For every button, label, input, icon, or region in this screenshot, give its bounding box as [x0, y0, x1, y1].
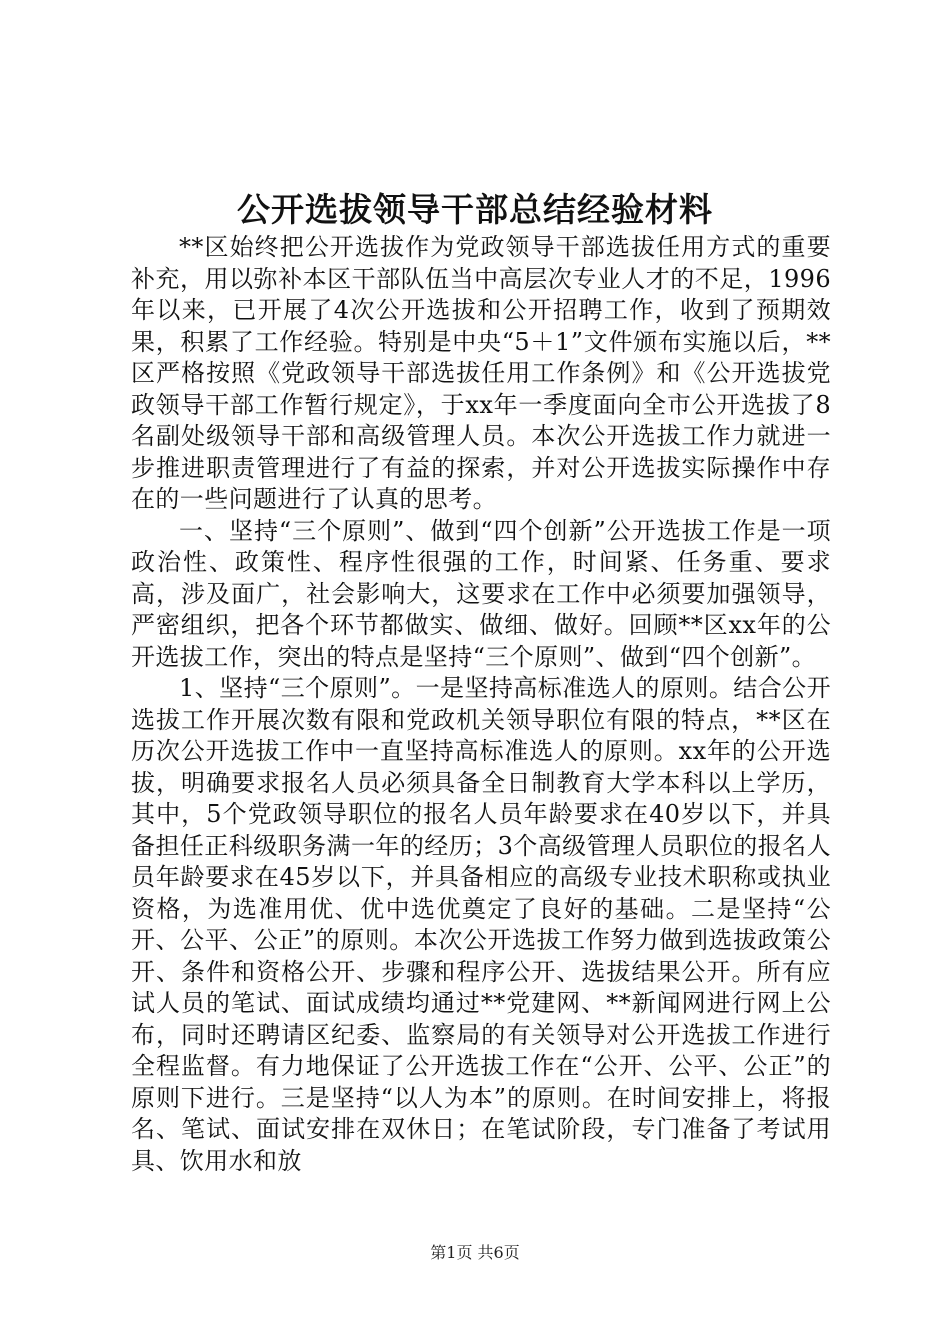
document-body [131, 232, 831, 1177]
page-number-footer: 第1页 共6页 [430, 1243, 520, 1262]
paragraph-section-one: 一、坚持“三个原则”、做到“四个创新”公开选拔工作是一项政治性、政策性、程序性很强的工作，时间紧、任务重、要求高，涉及面广，社会影响大，这要求在工作中必须要加强领导，严密组织，把各个环节都做实、做细、做好。回顾**区xx年的公开选拔工作，突出的特点是坚持“三个原则”、做到“四个创新”。 [131, 516, 831, 671]
paragraph-intro: **区始终把公开选拔作为党政领导干部选拔任用方式的重要补充，用以弥补本区干部队伍当中高层次专业人才的不足，1996年以来，已开展了4次公开选拔和公开招聘工作，收到了预期效果，积累了工作经验。特别是中央“5＋1”文件颁布实施以后，**区严格按照《党政领导干部选拔任用工作条例》和《公开选拔党政领导干部工作暂行规定》，于xx年一季度面向全市公开选拔了8名副处级领导干部和高级管理人员。本次公开选拔工作力就进一步推进职责管理进行了有益的探索，并对公开选拔实际操作中存在的一些问题进行了认真的思考。 [131, 233, 831, 513]
document-title: 公开选拔领导干部总结经验材料 [237, 190, 713, 229]
paragraph-three-principles: 1、坚持“三个原则”。一是坚持高标准选人的原则。结合公开选拔工作开展次数有限和党政机关领导职位有限的特点，**区在历次公开选拔工作中一直坚持高标准选人的原则。xx年的公开选拔，明确要求报名人员必须具备全日制教育大学本科以上学历，其中，5个党政领导职位的报名人员年龄要求在40岁以下，并具备担任正科级职务满一年的经历；3个高级管理人员职位的报名人员年龄要求在45岁以下，并具备相应的高级专业技术职称或执业资格，为选准用优、优中选优奠定了良好的基础。二是坚持“公开、公平、公正”的原则。本次公开选拔工作努力做到选拔政策公开、条件和资格公开、步骤和程序公开、选拔结果公开。所有应试人员的笔试、面试成绩均通过**党建网、**新闻网进行网上公布，同时还聘请区纪委、监察局的有关领导对公开选拔工作进行全程监督。有力地保证了公开选拔工作在“公开、公平、公正”的原则下进行。三是坚持“以人为本”的原则。在时间安排上，将报名、笔试、面试安排在双休日；在笔试阶段，专门准备了考试用具、饮用水和放 [131, 674, 831, 1175]
